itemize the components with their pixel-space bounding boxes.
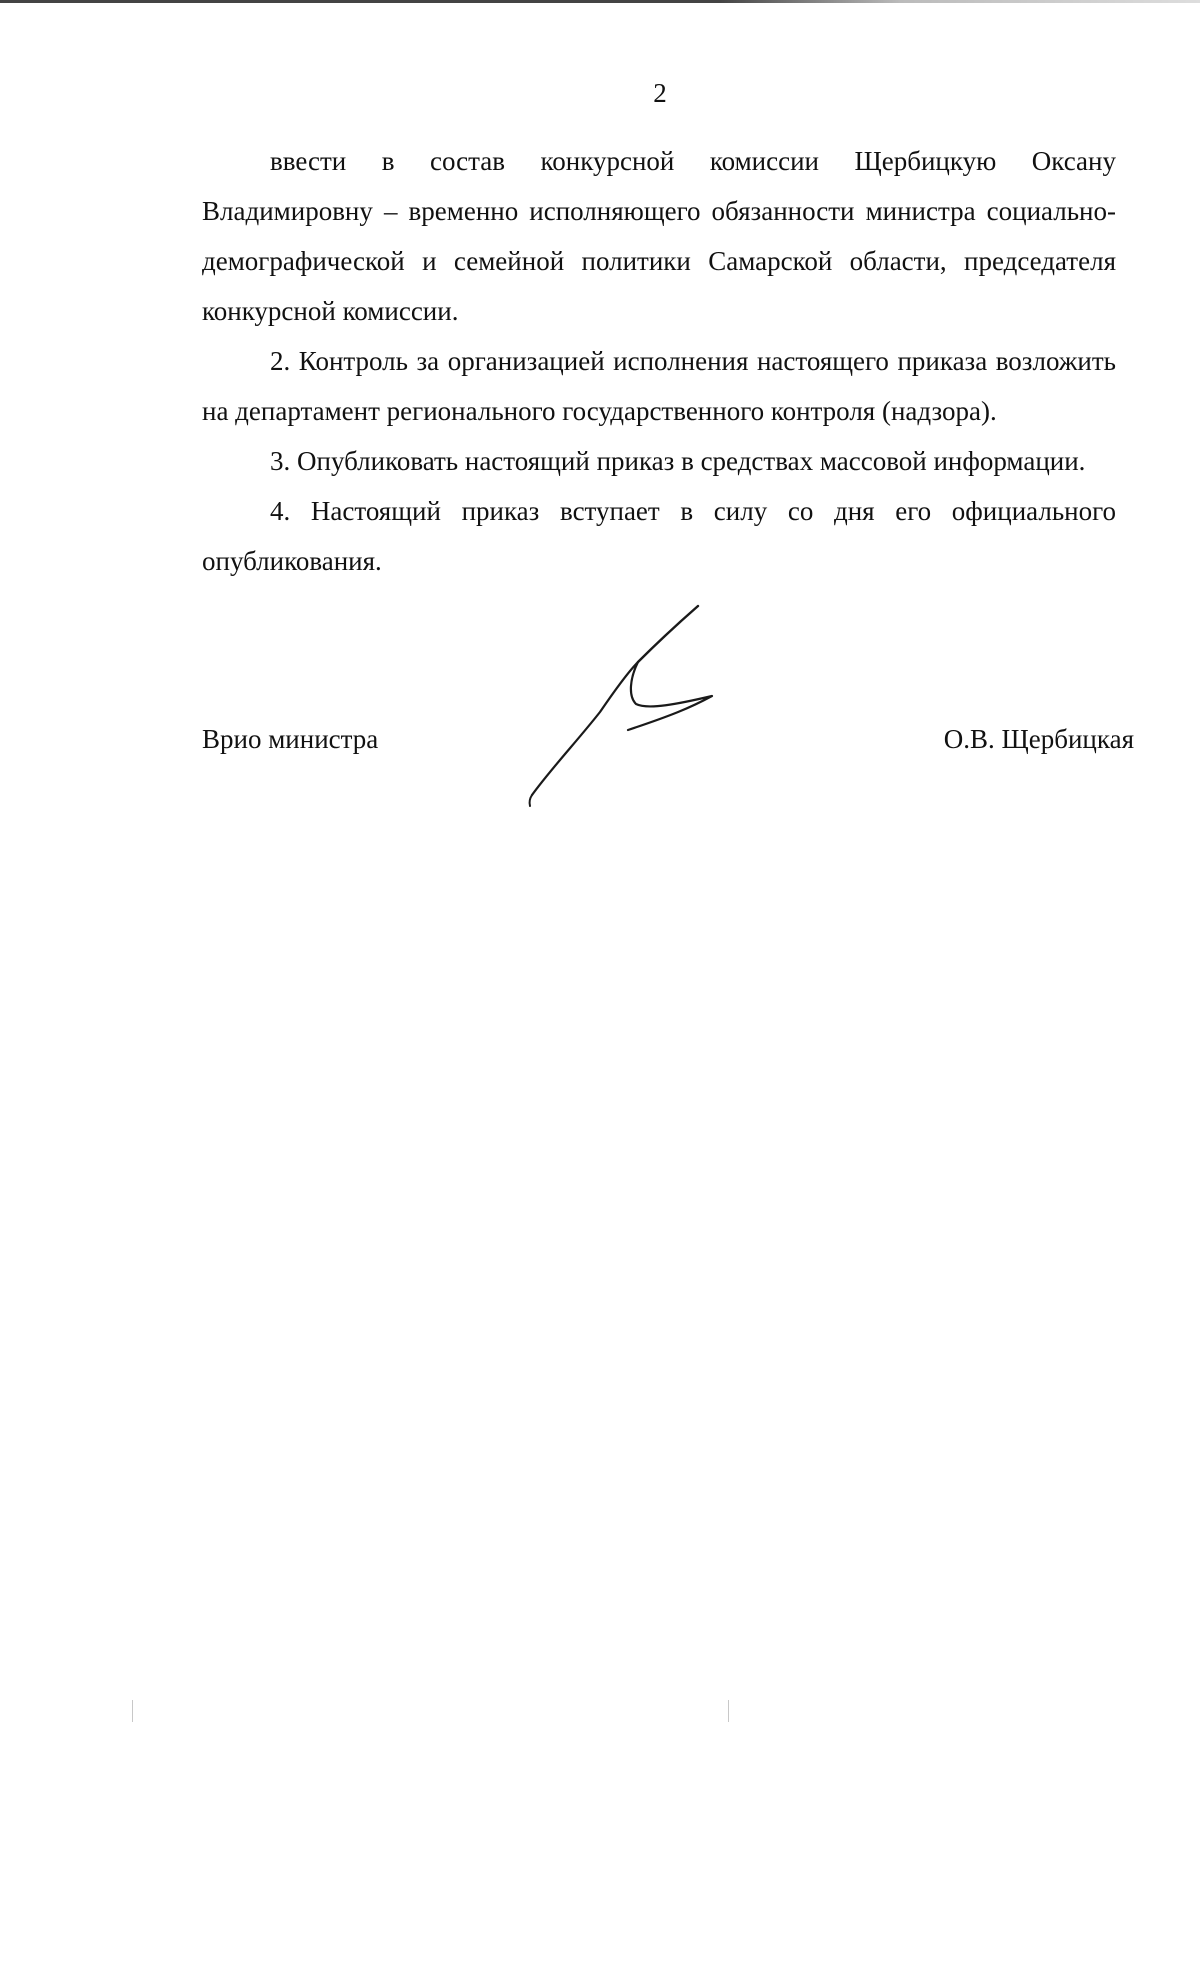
page-number: 2 xyxy=(653,78,667,108)
signature-tail xyxy=(530,795,532,806)
paragraph-3: 3. Опубликовать настоящий приказ в средствах массовой информации. xyxy=(270,446,1086,476)
signatory-name: О.В. Щербицкая xyxy=(943,724,1134,754)
paragraph-1: ввести в состав конкурсной комиссии Щербицкую Оксану Владимировну – временно исполняющего обязанности министра социально-демографической и семейной политики Самарской области, председателя конкурсной комиссии. xyxy=(202,146,1116,326)
signature-flourish xyxy=(638,606,698,662)
handwritten-signature xyxy=(520,600,760,810)
document-body xyxy=(202,136,1116,586)
paragraph-2: 2. Контроль за организацией исполнения настоящего приказа возложить на департамент регионального государственного контроля (надзора). xyxy=(202,346,1116,426)
scan-artifact-center xyxy=(728,1700,729,1722)
paragraph-4: 4. Настоящий приказ вступает в силу со дня его официального опубликования. xyxy=(202,496,1116,576)
signatory-title: Врио министра xyxy=(202,724,379,754)
signature-stroke xyxy=(532,662,712,795)
scan-artifact-left xyxy=(132,1700,133,1722)
scan-top-edge xyxy=(0,0,1200,3)
